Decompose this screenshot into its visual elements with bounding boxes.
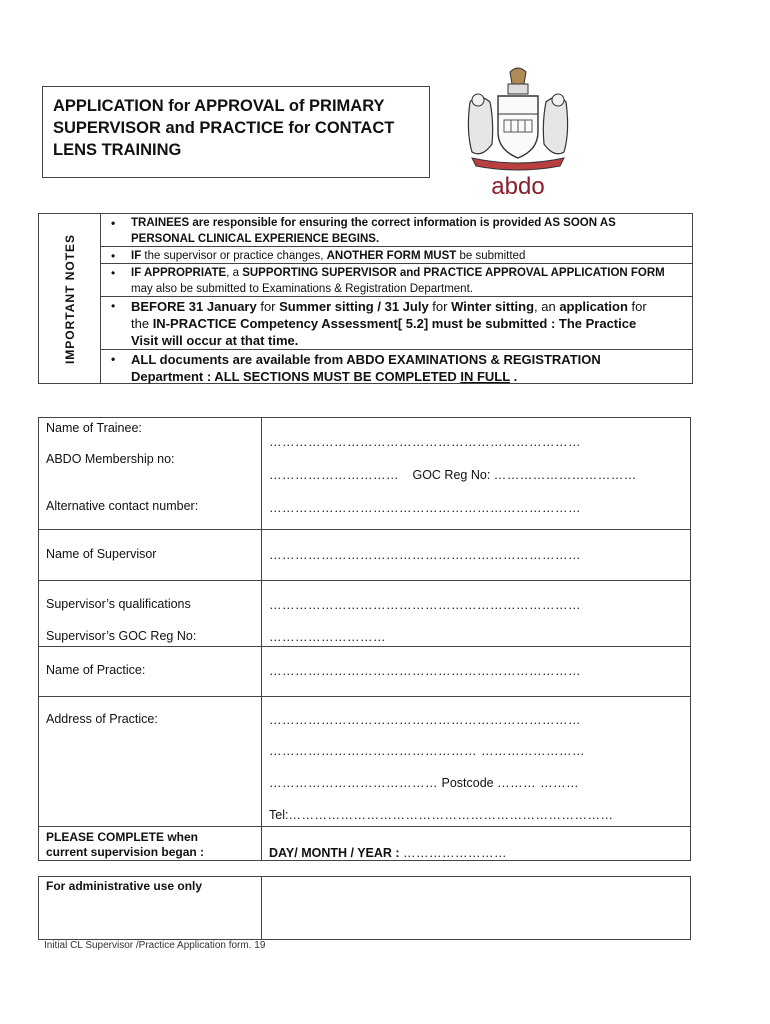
goc-reg-label: GOC Reg No:: [412, 468, 491, 482]
address-line-2-field[interactable]: ………………………………………… ……………………: [269, 744, 585, 758]
supervisor-qualifications-label: Supervisor’s qualifications: [46, 597, 191, 611]
alt-contact-label: Alternative contact number:: [46, 499, 199, 513]
note-deadlines: • BEFORE 31 January for Summer sitting / 31 July for Winter sitting, an application for the IN-PRACTICE Competency Assessment[ 5.2] must be submitted : The Practice Visit will occur at that time.: [101, 297, 692, 350]
membership-field[interactable]: …………………………: [269, 468, 399, 482]
address-line-3-field[interactable]: …………………………………: [269, 776, 438, 790]
title-line-2: SUPERVISOR and PRACTICE for CONTACT: [53, 119, 395, 137]
alt-contact-field[interactable]: ………………………………………………………………: [269, 501, 581, 515]
note-supporting: • IF APPROPRIATE, a SUPPORTING SUPERVISOR and PRACTICE APPROVAL APPLICATION FORM may also be submitted to Examinations & Registration Department.: [101, 264, 692, 297]
tel-field[interactable]: …………………………………………………………………: [288, 808, 614, 822]
tel-row: [269, 808, 613, 822]
postcode-label: Postcode: [441, 776, 494, 790]
note-trainees: • TRAINEES are responsible for ensuring the correct information is provided AS SOON AS PERSONAL CLINICAL EXPERIENCE BEGINS.: [101, 214, 692, 247]
postcode-row: [269, 776, 579, 790]
application-form: [38, 417, 691, 861]
date-label: DAY/ MONTH / YEAR :: [269, 846, 404, 860]
supervisor-goc-label: Supervisor’s GOC Reg No:: [46, 629, 197, 643]
name-of-supervisor-label: Name of Supervisor: [46, 547, 157, 561]
tel-label: Tel:: [269, 808, 289, 822]
name-of-trainee-label: Name of Trainee:: [46, 421, 142, 435]
title-line-3: LENS TRAINING: [53, 141, 182, 159]
note-documents: • ALL documents are available from ABDO EXAMINATIONS & REGISTRATION Department : ALL SECTIONS MUST BE COMPLETED IN FULL .: [101, 350, 692, 383]
footer-text: Initial CL Supervisor /Practice Application form. 19: [44, 940, 266, 951]
form-title: [42, 86, 430, 178]
notes-side-label: IMPORTANT NOTES: [39, 214, 101, 383]
supervisor-goc-field[interactable]: ………………………: [269, 630, 386, 644]
supervisor-qualifications-field[interactable]: ………………………………………………………………: [269, 598, 581, 612]
date-field[interactable]: ……………………: [403, 846, 508, 860]
admin-use-box: [38, 876, 691, 940]
practice-name-field[interactable]: ………………………………………………………………: [269, 664, 581, 678]
please-complete-label-1: PLEASE COMPLETE when: [46, 830, 199, 844]
abdo-crest-icon: [448, 62, 588, 202]
address-of-practice-label: Address of Practice:: [46, 712, 158, 726]
admin-use-label: For administrative use only: [46, 879, 203, 893]
title-line-1: APPLICATION for APPROVAL of PRIMARY: [53, 97, 385, 115]
important-notes: [38, 213, 693, 384]
please-complete-label-2: current supervision began :: [46, 845, 205, 859]
abdo-logo: [448, 62, 588, 202]
postcode-field[interactable]: ……… ………: [497, 776, 580, 790]
trainee-name-field[interactable]: ………………………………………………………………: [269, 435, 581, 449]
membership-row: [269, 468, 637, 482]
note-changes: • IF the supervisor or practice changes, ANOTHER FORM MUST be submitted: [101, 247, 692, 264]
logo-text: abdo: [491, 173, 545, 200]
goc-reg-field[interactable]: ……………………………: [493, 468, 637, 482]
supervisor-name-field[interactable]: ………………………………………………………………: [269, 548, 581, 562]
name-of-practice-label: Name of Practice:: [46, 663, 146, 677]
membership-label: ABDO Membership no:: [46, 452, 175, 466]
address-line-1-field[interactable]: ………………………………………………………………: [269, 713, 581, 727]
date-row: [269, 846, 507, 860]
